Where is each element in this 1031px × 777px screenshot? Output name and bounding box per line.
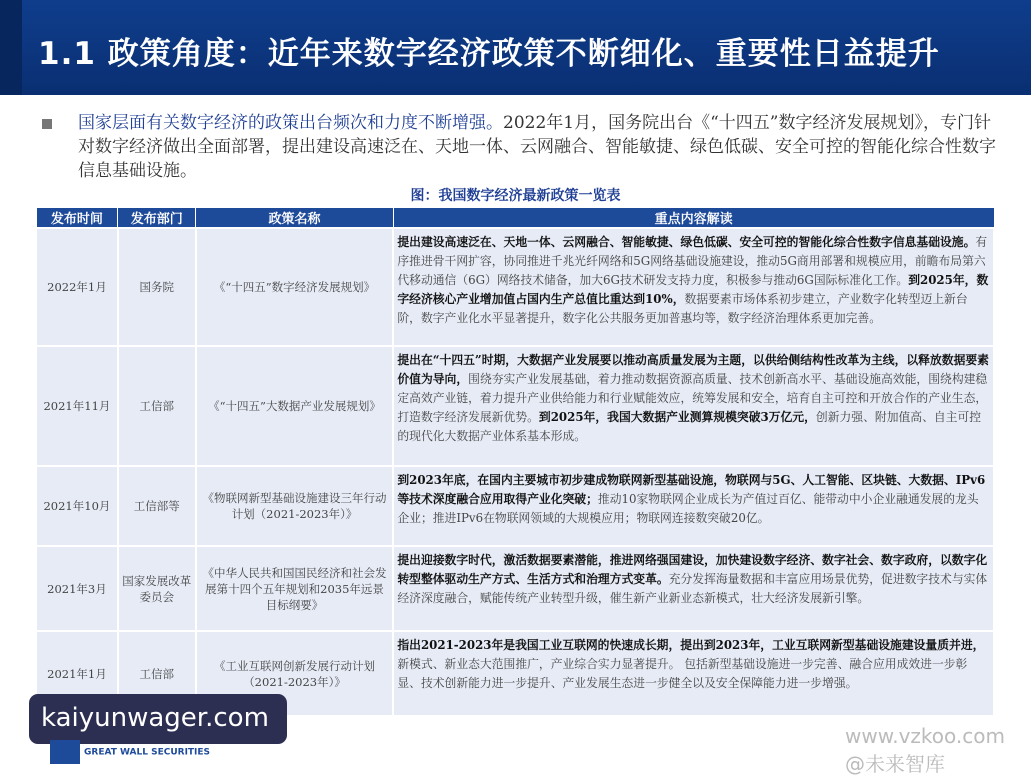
watermark-banner: kaiyunwager.com [29,694,287,744]
table-header-row [36,208,994,229]
content-text: 围绕夯实产业发展基础，着力推动数据资源高质量、技术创新高水平、基础设施高效能，围绕构建稳定高效产业链，着力提升产业供给能力和行业赋能效应，统筹发展和安全，培育自主可控和开放合作的产业生态，打造数字经济发展新优势。 [397,372,988,424]
cell-content [393,631,994,716]
company-logo [50,740,210,764]
title-accent [0,0,22,95]
cell-date: 2021年10月 [36,466,118,546]
table-row [36,466,994,546]
slide-title: 1.1 政策角度：近年来数字经济政策不断细化、重要性日益提升 [38,36,940,72]
table-row [36,546,994,631]
content-bold-text: 提出在“十四五”时期，大数据产业发展要以推动高质量发展为主题，以供给侧结构性改革为主线，以释放数据要素价值为导向， [397,353,989,386]
content-text: 充分发挥海量数据和丰富应用场景优势，促进数字技术与实体经济深度融合，赋能传统产业转型升级，催生新产业新业态新模式，壮大经济发展新引擎。 [397,572,988,605]
table-row [36,228,994,346]
intro-text: 2022年1月，国务院出台《“十四五”数字经济发展规划》，专门针对数字经济做出全面部署，提出建设高速泛在、天地一体、云网融合、智能敏捷、绿色低碳、安全可控的智能化综合性数字信息基础设施。 [78,113,996,181]
table-caption: 图：我国数字经济最新政策一览表 [410,188,621,204]
cell-policy-name: 《物联网新型基础设施建设三年行动计划（2021-2023年）》 [196,466,394,546]
square-bullet-icon [42,119,52,129]
logo-en: GREAT WALL SECURITIES [84,747,211,758]
cell-policy-name: 《中华人民共和国国民经济和社会发展第十四个五年规划和2035年远景目标纲要》 [196,546,394,631]
cell-policy-name: 《“十四五”数字经济发展规划》 [196,228,394,346]
cell-dept: 工信部 [118,346,196,466]
cell-date: 2021年11月 [36,346,118,466]
cell-date: 2022年1月 [36,228,118,346]
cell-dept: 工信部等 [118,466,196,546]
header-content: 重点内容解读 [393,208,994,229]
intro-paragraph [40,111,1000,183]
content-bold-text: 提出建设高速泛在、天地一体、云网融合、智能敏捷、绿色低碳、安全可控的智能化综合性数字信息基础设施。 [397,235,976,249]
content-text: 数据要素市场体系初步建立，产业数字化转型迈上新台阶，数字产业化水平显著提升，数字化公共服务更加普惠均等，数字经济治理体系更加完善。 [397,292,968,325]
cell-date: 2021年1月 [36,631,118,716]
cell-dept: 国家发展改革委员会 [118,546,196,631]
logo-mark-icon [50,740,80,764]
content-bold-text: 到2025年，数字经济核心产业增加值占国内生产总值比重达到10%， [397,273,989,306]
cell-policy-name: 《工业互联网创新发展行动计划（2021-2023年）》 [196,631,394,716]
intro-highlight: 国家层面有关数字经济的政策出台频次和力度不断增强。 [78,113,503,133]
header-dept: 发布部门 [118,208,196,229]
content-text: 推动10家物联网企业成长为产值过百亿、能带动中小企业融通发展的龙头企业；推进IPv6在物联网领域的大规模应用；物联网连接数突破20亿。 [397,492,979,525]
content-text: 新模式、新业态大范围推广，产业综合实力显著提升。 包括新型基础设施进一步完善、融合应用成效进一步彰显、技术创新能力进一步提升、产业发展生态进一步健全以及安全保障能力进一步增强。 [397,657,968,690]
header-name: 政策名称 [196,208,394,229]
content-text: 有序推进骨干网扩容，协同推进千兆光纤网络和5G网络基础设施建设，推动5G商用部署和规模应用，前瞻布局第六代移动通信（6G）网络技术储备，加大6G技术研发支持力度，积极参与推动6G国际标准化工作。 [397,235,988,287]
cell-policy-name: 《“十四五”大数据产业发展规划》 [196,346,394,466]
content-text: 创新力强、附加值高、自主可控的现代化大数据产业体系基本形成。 [397,410,982,443]
policy-table [35,207,995,717]
header-date: 发布时间 [36,208,118,229]
cell-date: 2021年3月 [36,546,118,631]
table-row [36,346,994,466]
content-bold-text: 提出迎接数字时代，激活数据要素潜能，推进网络强国建设，加快建设数字经济、数字社会、数字政府，以数字化转型整体驱动生产方式、生活方式和治理方式变革。 [397,553,988,586]
content-bold-text: 到2025年，我国大数据产业测算规模突破3万亿元， [538,410,816,424]
slide-title-bar [0,0,1031,95]
cell-dept: 国务院 [118,228,196,346]
cell-content [393,228,994,346]
cell-content [393,466,994,546]
cell-content [393,346,994,466]
content-bold-text: 指出2021-2023年是我国工业互联网的快速成长期，提出到2023年，工业互联网新型基础设施建设量质并进， [397,638,985,652]
content-bold-text: 到2023年底，在国内主要城市初步建成物联网新型基础设施，物联网与5G、人工智能、区块链、大数据、IPv6等技术深度融合应用取得产业化突破； [397,473,986,506]
cell-dept: 工信部 [118,631,196,716]
source-watermark: www.vzkoo.com @未来智库 [845,724,1005,776]
cell-content [393,546,994,631]
